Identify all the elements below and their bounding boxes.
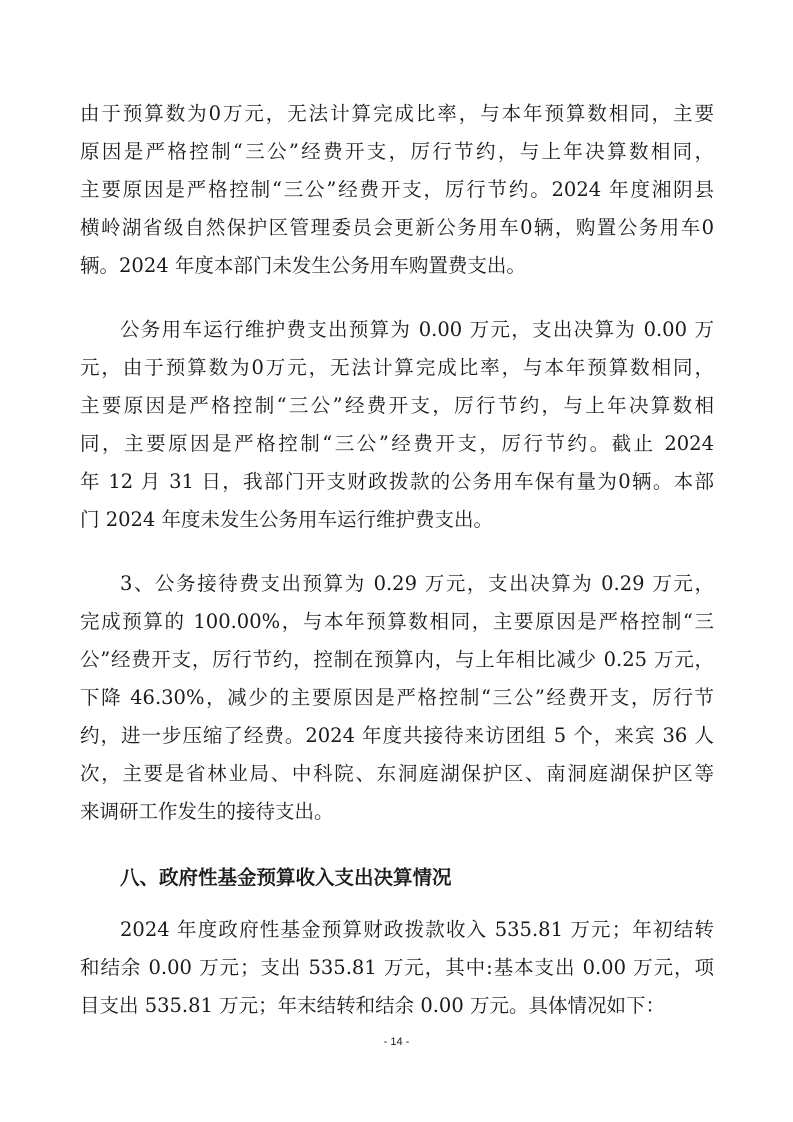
text-line: 原因是严格控制“三公”经费开支，厉行节约，与上年决算数相同， — [80, 140, 714, 163]
text-line: 目支出 535.81 万元；年末结转和结余 0.00 万元。具体情况如下： — [80, 994, 665, 1017]
text-line: 公”经费开支，厉行节约，控制在预算内，与上年相比减少 0.25 万元， — [80, 648, 714, 671]
text-line: 主要原因是严格控制“三公”经费开支，厉行节约。2024 年度湘阴县 — [80, 178, 714, 201]
text-line: 主要原因是严格控制“三公”经费开支，厉行节约，与上年决算数相 — [80, 394, 714, 417]
text-line: 和结余 0.00 万元；支出 535.81 万元，其中:基本支出 0.00 万元，项 — [80, 956, 714, 979]
text-line: 同，主要原因是严格控制“三公”经费开支，厉行节约。截止 2024 — [80, 432, 714, 455]
text-line: 2024 年度政府性基金预算财政拨款收入 535.81 万元；年初结转 — [120, 918, 714, 941]
text-line: 元，由于预算数为0万元，无法计算完成比率，与本年预算数相同， — [80, 356, 714, 379]
text-line: 完成预算的 100.00%，与本年预算数相同，主要原因是严格控制“三 — [80, 610, 714, 633]
text-line: 约，进一步压缩了经费。2024 年度共接待来访团组 5 个，来宾 36 人 — [80, 724, 714, 747]
text-line: 门 2024 年度未发生公务用车运行维护费支出。 — [80, 508, 494, 531]
text-line: 次，主要是省林业局、中科院、东洞庭湖保护区、南洞庭湖保护区等 — [80, 762, 714, 785]
text-line: 3、公务接待费支出预算为 0.29 万元，支出决算为 0.29 万元， — [120, 572, 714, 595]
text-line: 辆。2024 年度本部门未发生公务用车购置费支出。 — [80, 254, 526, 277]
text-line: 年 12 月 31 日，我部门开支财政拨款的公务用车保有量为0辆。本部 — [80, 470, 714, 493]
page-number: - 14 - — [383, 1036, 410, 1048]
text-line: 公务用车运行维护费支出预算为 0.00 万元，支出决算为 0.00 万 — [120, 318, 714, 341]
text-line: 由于预算数为0万元，无法计算完成比率，与本年预算数相同，主要 — [80, 102, 714, 125]
text-line: 来调研工作发生的接待支出。 — [80, 800, 334, 823]
text-line: 横岭湖省级自然保护区管理委员会更新公务用车0辆，购置公务用车0 — [80, 216, 714, 239]
section-heading: 八、政府性基金预算收入支出决算情况 — [120, 866, 452, 889]
text-line: 下降 46.30%，减少的主要原因是严格控制“三公”经费开支，厉行节 — [80, 686, 714, 709]
